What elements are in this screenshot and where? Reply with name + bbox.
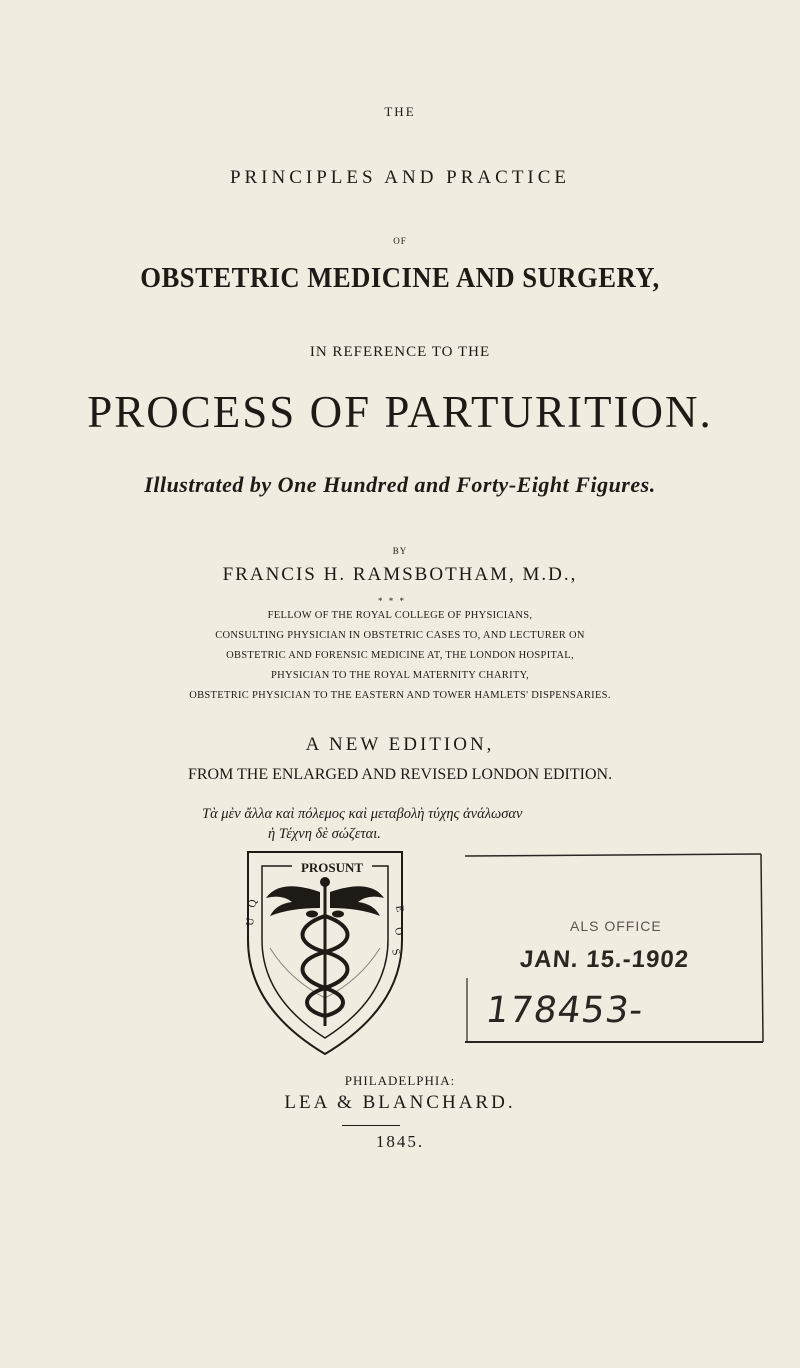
emblem-letter: U [244, 917, 257, 927]
book-title-process: PROCESS OF PARTURITION. [87, 387, 713, 437]
credential-line: PHYSICIAN TO THE ROYAL MATERNITY CHARITY, [270, 670, 530, 681]
book-title-main: OBSTETRIC MEDICINE AND SURGERY, [140, 262, 660, 294]
stamp-office: ALS OFFICE [570, 918, 662, 934]
heading-reference: IN REFERENCE TO THE [309, 344, 491, 360]
credential-line: CONSULTING PHYSICIAN IN OBSTETRIC CASES TO, AND LECTURER ON [215, 630, 585, 641]
heading-of: OF [393, 236, 407, 246]
greek-epigraph-line: ἡ Τέχνη δὲ σώζεται. [268, 826, 381, 842]
publisher-city: PHILADELPHIA: [344, 1073, 456, 1088]
greek-epigraph-line: Τὰ μὲν ἄλλα καὶ πόλεμος καὶ μεταβολὴ τύχης ἀνάλωσαν [202, 806, 523, 822]
by-label: BY [392, 546, 408, 556]
publication-year: 1845. [375, 1132, 425, 1151]
publisher-name: LEA & BLANCHARD. [284, 1092, 516, 1113]
illustrated-note: Illustrated by One Hundred and Forty-Eight Figures. [144, 472, 656, 497]
credential-line: OBSTETRIC AND FORENSIC MEDICINE AT, THE LONDON HOSPITAL, [226, 650, 574, 661]
caduceus-emblem-icon [240, 848, 410, 1058]
heading-principles: PRINCIPLES AND PRACTICE [229, 167, 571, 188]
edition-source: FROM THE ENLARGED AND REVISED LONDON EDITION. [187, 766, 613, 783]
heading-the: THE [384, 104, 416, 119]
edition-label: A NEW EDITION, [305, 734, 495, 755]
emblem-letter: Q [246, 898, 260, 909]
emblem-motto: PROSUNT [300, 860, 364, 875]
emblem-letter: S [389, 947, 403, 957]
accession-number: 178453- [483, 990, 647, 1031]
author-ornament: * * * [378, 596, 406, 606]
emblem-letter: O [392, 926, 406, 937]
stamp-date: JAN. 15.-1902 [519, 946, 691, 973]
author-name: FRANCIS H. RAMSBOTHAM, M.D., [222, 564, 578, 585]
credential-line: OBSTETRIC PHYSICIAN TO THE EASTERN AND TOWER HAMLETS' DISPENSARIES. [189, 690, 611, 701]
divider [342, 1125, 400, 1126]
emblem-letter: E [393, 904, 407, 914]
credential-line: FELLOW OF THE ROYAL COLLEGE OF PHYSICIANS, [267, 610, 533, 621]
